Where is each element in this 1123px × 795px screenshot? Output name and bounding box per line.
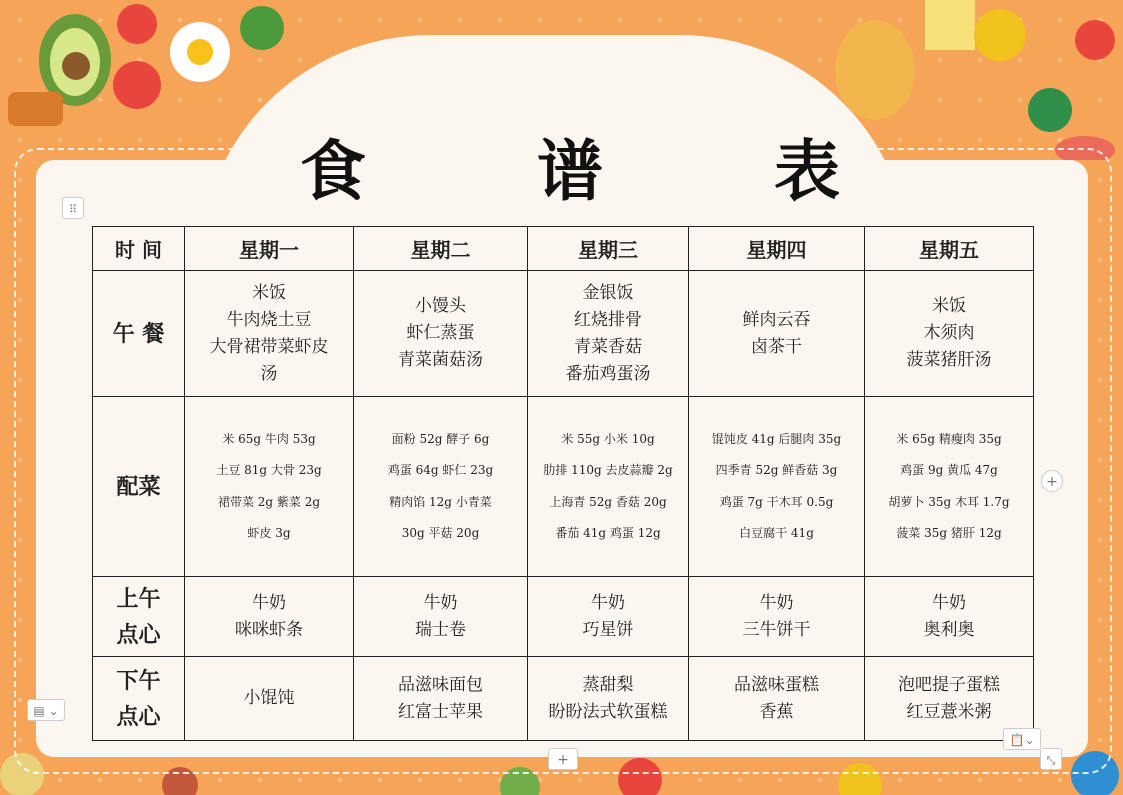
header-cell-thursday[interactable]: 星期四 [689, 227, 865, 271]
ingredient-line: 肋排 110g 去皮蒜瓣 2g [543, 463, 673, 477]
dish-line: 牛肉烧土豆 [226, 309, 312, 330]
menu-cell[interactable] [354, 271, 528, 397]
dish-line: 大骨裙带菜虾皮 [209, 336, 329, 357]
dish-line: 鲜肉云吞 [742, 309, 811, 330]
menu-cell[interactable] [354, 397, 528, 577]
dish-line: 小馄饨 [243, 688, 295, 708]
ingredient-line: 精肉馅 12g 小青菜 [389, 494, 492, 509]
title-char: 食 [300, 132, 366, 210]
plus-icon: + [557, 752, 569, 768]
dish-line: 卤茶干 [751, 336, 802, 357]
row-label-line: 上午 [116, 585, 161, 612]
add-row-button[interactable] [548, 748, 578, 770]
menu-table[interactable] [92, 226, 1034, 741]
menu-cell[interactable] [865, 577, 1034, 657]
row-label-cell[interactable] [93, 271, 185, 397]
dish-line: 米饭 [932, 296, 966, 316]
ingredient-line: 馄饨皮 41g 后腿肉 35g [711, 431, 842, 446]
header-cell-friday[interactable]: 星期五 [865, 227, 1034, 271]
dish-line: 泡吧提子蛋糕 [898, 674, 1000, 695]
dish-line: 青菜香菇 [574, 336, 642, 357]
menu-cell[interactable] [689, 271, 865, 397]
dish-line: 品滋味蛋糕 [734, 674, 819, 695]
header-cell-tuesday[interactable]: 星期二 [354, 227, 528, 271]
ingredient-line: 米 55g 小米 10g [561, 431, 655, 446]
dish-line: 奥利奥 [923, 619, 975, 640]
header-cell-monday[interactable]: 星期一 [185, 227, 354, 271]
row-label-line: 点心 [116, 621, 161, 648]
layout-icon: ▤ ⌄ [33, 704, 59, 718]
dish-line: 蒸甜梨 [582, 674, 634, 695]
dish-line: 品滋味面包 [398, 674, 483, 695]
resize-icon: ⤡ [1046, 754, 1056, 767]
dish-line: 菠菜猪肝汤 [906, 350, 992, 370]
ingredient-line: 面粉 52g 酵子 6g [391, 431, 490, 446]
ingredient-line: 鸡蛋 7g 干木耳 0.5g [719, 494, 834, 509]
ingredient-line: 30g 平菇 20g [401, 526, 480, 540]
dish-line: 小馒头 [415, 296, 466, 316]
menu-cell[interactable] [185, 397, 354, 577]
header-cell-time[interactable]: 时 间 [93, 227, 185, 271]
menu-cell[interactable] [865, 397, 1034, 577]
ingredient-line: 菠菜 35g 猪肝 12g [896, 526, 1002, 540]
row-label-line: 午 餐 [112, 320, 165, 347]
menu-cell[interactable] [689, 577, 865, 657]
dish-line: 红豆薏米粥 [906, 701, 992, 722]
dish-line: 红烧排骨 [574, 309, 642, 330]
dish-line: 木须肉 [923, 323, 975, 343]
table-drag-handle[interactable] [62, 197, 84, 219]
dish-line: 牛奶 [932, 592, 966, 613]
dish-line: 香蕉 [759, 701, 794, 722]
menu-cell[interactable] [689, 397, 865, 577]
dish-line: 牛奶 [591, 592, 625, 613]
header-cell-wednesday[interactable]: 星期三 [528, 227, 689, 271]
dish-line: 汤 [260, 363, 278, 384]
ingredient-line: 米 65g 牛肉 53g [222, 431, 316, 446]
page-title [300, 118, 840, 213]
ingredient-line: 虾皮 3g [247, 526, 291, 540]
row-label-cell[interactable] [93, 657, 185, 741]
menu-cell[interactable] [185, 657, 354, 741]
row-label-cell[interactable] [93, 397, 185, 577]
layout-options-button[interactable] [27, 699, 65, 721]
dish-line: 盼盼法式软蛋糕 [548, 701, 668, 722]
dish-line: 米饭 [252, 282, 286, 303]
row-label-line: 下午 [116, 667, 161, 694]
clipboard-icon: 📋⌄ [1009, 733, 1035, 747]
menu-cell[interactable] [354, 657, 528, 741]
menu-cell[interactable] [185, 577, 354, 657]
menu-cell[interactable] [689, 657, 865, 741]
dish-line: 金银饭 [582, 282, 634, 303]
table-row [93, 397, 1034, 577]
paste-options-button[interactable] [1003, 728, 1041, 750]
ingredient-line: 裙带菜 2g 紫菜 2g [217, 494, 321, 509]
dish-line: 巧星饼 [582, 619, 634, 640]
dish-line: 红富士苹果 [398, 701, 483, 722]
dish-line: 牛奶 [252, 592, 286, 613]
title-char: 谱 [537, 132, 603, 210]
drag-handle-icon: ⠿ [68, 203, 78, 216]
plus-icon: + [1046, 474, 1058, 490]
ingredient-line: 番茄 41g 鸡蛋 12g [555, 526, 661, 540]
dish-line: 青菜菌菇汤 [398, 350, 483, 370]
menu-cell[interactable] [865, 271, 1034, 397]
row-label-line: 配菜 [116, 473, 161, 500]
add-column-button[interactable] [1041, 470, 1063, 492]
dish-line: 牛奶 [423, 592, 458, 613]
table-row [93, 657, 1034, 741]
table-header-row [93, 227, 1034, 271]
menu-cell[interactable] [185, 271, 354, 397]
menu-cell[interactable] [528, 577, 689, 657]
dish-line: 咪咪虾条 [235, 619, 303, 640]
ingredient-line: 四季青 52g 鲜香菇 3g [715, 463, 838, 477]
dish-line: 牛奶 [759, 592, 794, 613]
row-label-cell[interactable] [93, 577, 185, 657]
resize-handle[interactable] [1040, 748, 1062, 770]
dish-line: 番茄鸡蛋汤 [565, 363, 651, 384]
menu-cell[interactable] [528, 397, 689, 577]
ingredient-line: 上海青 52g 香菇 20g [549, 494, 667, 509]
table-row [93, 577, 1034, 657]
ingredient-line: 胡萝卜 35g 木耳 1.7g [888, 494, 1010, 509]
menu-cell[interactable] [528, 271, 689, 397]
dish-line: 瑞士卷 [415, 619, 466, 640]
ingredient-line: 鸡蛋 9g 黄瓜 47g [900, 463, 998, 477]
menu-cell[interactable] [528, 657, 689, 741]
table-row [93, 271, 1034, 397]
ingredient-line: 米 65g 精瘦肉 35g [896, 431, 1002, 446]
ingredient-line: 白豆腐干 41g [739, 526, 814, 540]
row-label-line: 点心 [116, 703, 161, 730]
title-char: 表 [774, 132, 840, 210]
ingredient-line: 鸡蛋 64g 虾仁 23g [387, 463, 494, 477]
ingredient-line: 土豆 81g 大骨 23g [216, 463, 322, 477]
menu-cell[interactable] [354, 577, 528, 657]
dish-line: 三牛饼干 [742, 619, 811, 640]
dish-line: 虾仁蒸蛋 [406, 323, 475, 343]
